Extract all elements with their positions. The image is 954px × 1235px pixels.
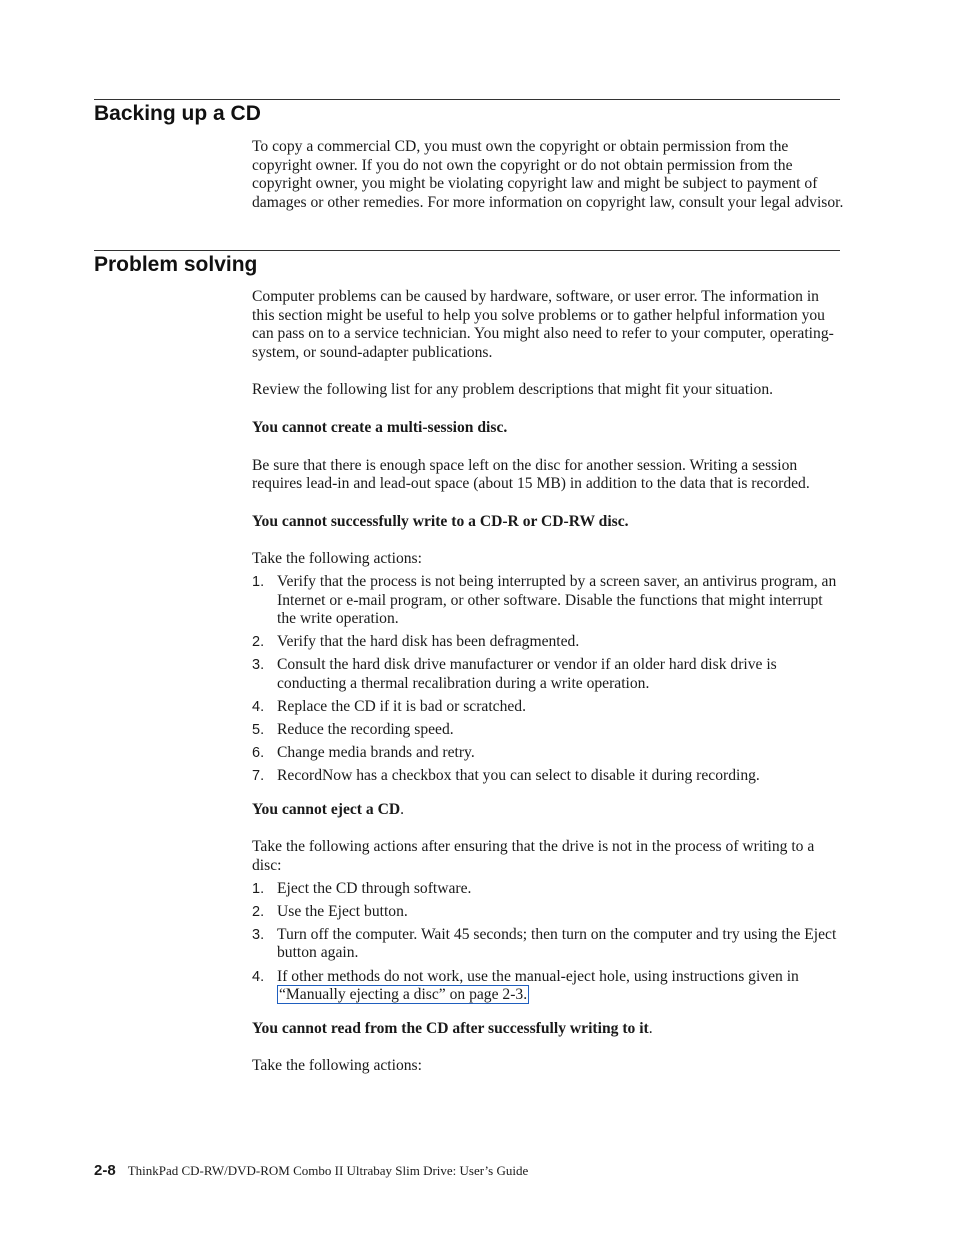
problem-title: You cannot create a multi-session disc.: [252, 418, 508, 436]
page-number: 2-8: [94, 1162, 116, 1179]
write-steps-list: [252, 573, 844, 786]
list-item: 2. Use the Eject button.: [252, 902, 408, 920]
list-item: 7. RecordNow has a checkbox that you can select to disable it during recording.: [252, 767, 760, 785]
manually-ejecting-link[interactable]: “Manually ejecting a disc” on page 2-3.: [279, 986, 528, 1004]
paragraph: Review the following list for any problem descriptions that might fit your situation.: [252, 381, 774, 399]
paragraph: Take the following actions:: [252, 1057, 422, 1075]
section-rule: [94, 99, 840, 100]
backing-up-body: [252, 138, 844, 212]
book-title: ThinkPad CD-RW/DVD-ROM Combo II Ultrabay Slim Drive: User’s Guide: [127, 1163, 529, 1178]
eject-steps-list: [252, 880, 844, 1005]
list-item: 3. Consult the hard disk drive manufacturer or vendor if an older hard disk drive is conducting a thermal recalibration during a write operation.: [252, 656, 777, 692]
problem-title: You cannot eject a CD.: [252, 800, 405, 818]
list-item: 4. Replace the CD if it is bad or scratched.: [252, 698, 526, 715]
list-item: 3. Turn off the computer. Wait 45 seconds; then turn on the computer and try using the Eject button again.: [252, 925, 837, 962]
problem-title: You cannot read from the CD after successfully writing to it.: [252, 1019, 653, 1037]
paragraph: Be sure that there is enough space left on the disc for another session. Writing a session requires lead-in and lead-out space (about 15 MB) in addition to the data that is recorded.: [252, 456, 810, 493]
list-item: 6. Change media brands and retry.: [252, 744, 475, 762]
section-heading-backing-up: Backing up a CD: [94, 102, 261, 125]
list-item: 2. Verify that the hard disk has been defragmented.: [252, 633, 580, 651]
list-item: 5. Reduce the recording speed.: [252, 721, 454, 739]
paragraph: To copy a commercial CD, you must own the copyright or obtain permission from the copyright owner. If you do not own the copyright or do not obtain permission from the copyright owner, you might be violating copyright law and might be subject to payment of damages or other remedies. For more information on copyright law, consult your legal advisor.: [252, 138, 844, 211]
paragraph: Computer problems can be caused by hardware, software, or user error. The information in this section might be useful to help you solve problems or to gather helpful information you can pass on to a service technician. You might also need to refer to your computer, operating-system, or sound-adapter publications.: [252, 288, 834, 361]
problem-solving-body: [252, 288, 844, 1076]
paragraph: Take the following actions after ensuring that the drive is not in the process of writing to a disc:: [252, 838, 815, 875]
page-footer: [94, 1162, 528, 1179]
section-heading-problem-solving: Problem solving: [94, 253, 258, 276]
list-item: 4. If other methods do not work, use the manual-eject hole, using instructions given in “Manually ejecting a disc” on page 2-3.: [252, 967, 799, 1004]
paragraph: Take the following actions:: [252, 550, 422, 568]
problem-title: You cannot successfully write to a CD-R or CD-RW disc.: [252, 512, 629, 530]
list-item: 1. Eject the CD through software.: [252, 879, 472, 897]
list-item: 1. Verify that the process is not being interrupted by a screen saver, an antivirus program, an Internet or e-mail program, or other software. Disable the functions that might interrupt the write operation.: [252, 572, 837, 628]
section-rule: [94, 250, 840, 251]
